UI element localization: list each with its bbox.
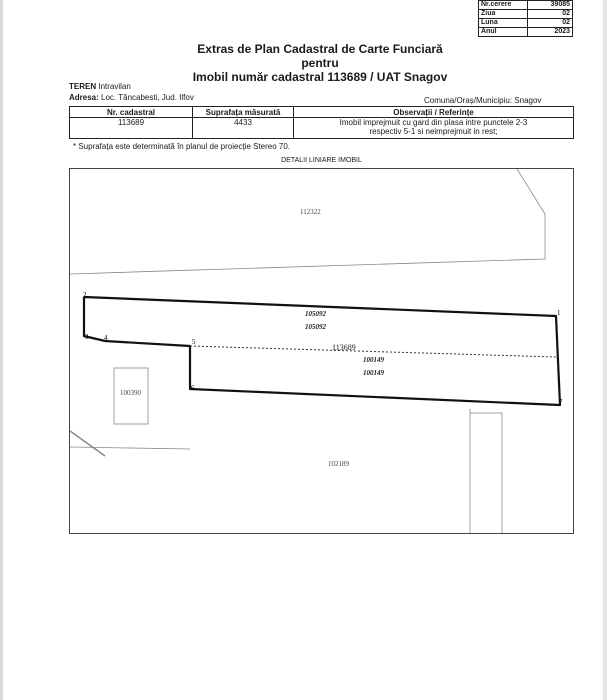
point-label-7: 7 [559,398,563,406]
parcel-number-upper-1: 105092 [305,310,326,318]
access-line [70,431,105,456]
reg-value: 39085 [528,1,573,10]
reg-label: Nr.cerere [479,1,528,10]
adresa-label: Adresa: [69,93,99,102]
adresa-line [69,93,194,102]
parcel-number-north: 112322 [300,208,321,216]
reg-value: 02 [528,19,573,28]
cell-observatii [294,118,574,139]
teren-line [69,82,131,91]
parcel-number-lower-1: 100149 [363,356,384,364]
comuna-label: Comuna/Oraș/Municipiu: [424,96,513,105]
parcel-number-upper-2: 105092 [305,323,326,331]
table-row [479,10,573,19]
comuna-value: Snagov [514,96,542,105]
document-subtitle: Imobil număr cadastral 113689 / UAT Snagov [192,70,448,84]
cell-suprafata: 4433 [193,118,294,139]
projection-note: * Suprafața este determinată în planul de proiecție Stereo 70. [73,142,291,151]
observatii-line-2: respectiv 5-1 si neimprejmuit in rest; [369,127,498,136]
reg-label: Ziua [479,10,528,19]
document-title: Extras de Plan Cadastral de Carte Funciară [197,42,443,56]
parcel-number-lower-2: 100149 [363,369,384,377]
neighbour-boundary-north [70,169,545,274]
point-label-3: 3 [85,333,89,341]
page-edge-right [603,0,607,700]
point-label-6: 6 [191,384,195,392]
parcel-number-west: 100390 [120,389,141,397]
document-title-connector: pentru [301,56,339,70]
parcel-number-subject: 113689 [332,343,356,352]
page-edge-left [0,0,3,700]
col-header-nr-cadastral: Nr. cadastral [70,107,193,118]
plan-drawing [70,169,574,534]
reg-label: Anul [479,28,528,37]
point-label-4: 4 [104,334,108,342]
teren-value: Intravilan [98,82,131,91]
teren-label: TEREN [69,82,97,91]
plan-caption: DETALII LINIARE IMOBIL [281,157,362,164]
table-row [479,28,573,37]
table-row [70,118,574,139]
cadastral-table [69,106,574,139]
table-header-row [70,107,574,118]
point-label-1: 1 [557,309,561,317]
reg-value: 02 [528,10,573,19]
neighbour-boundary-southwest [70,447,190,449]
point-label-2: 2 [83,291,87,299]
cell-nr-cadastral: 113689 [70,118,193,139]
neighbour-boundary-southeast-b [470,413,502,534]
registration-table [478,0,573,37]
reg-value: 2023 [528,28,573,37]
col-header-suprafata: Suprafața măsurată [193,107,294,118]
parcel-number-south: 102189 [328,460,349,468]
observatii-line-1: Imobil imprejmuit cu gard din plasa intre punctele 2-3 [339,118,528,127]
table-row [479,19,573,28]
comuna-line [424,96,541,105]
cadastral-plan [69,168,574,534]
point-label-5: 5 [192,338,196,346]
reg-label: Luna [479,19,528,28]
col-header-observatii: Observații / Referințe [294,107,574,118]
table-row [479,1,573,10]
adresa-value: Loc. Tăncabesti, Jud. Ilfov [101,93,194,102]
